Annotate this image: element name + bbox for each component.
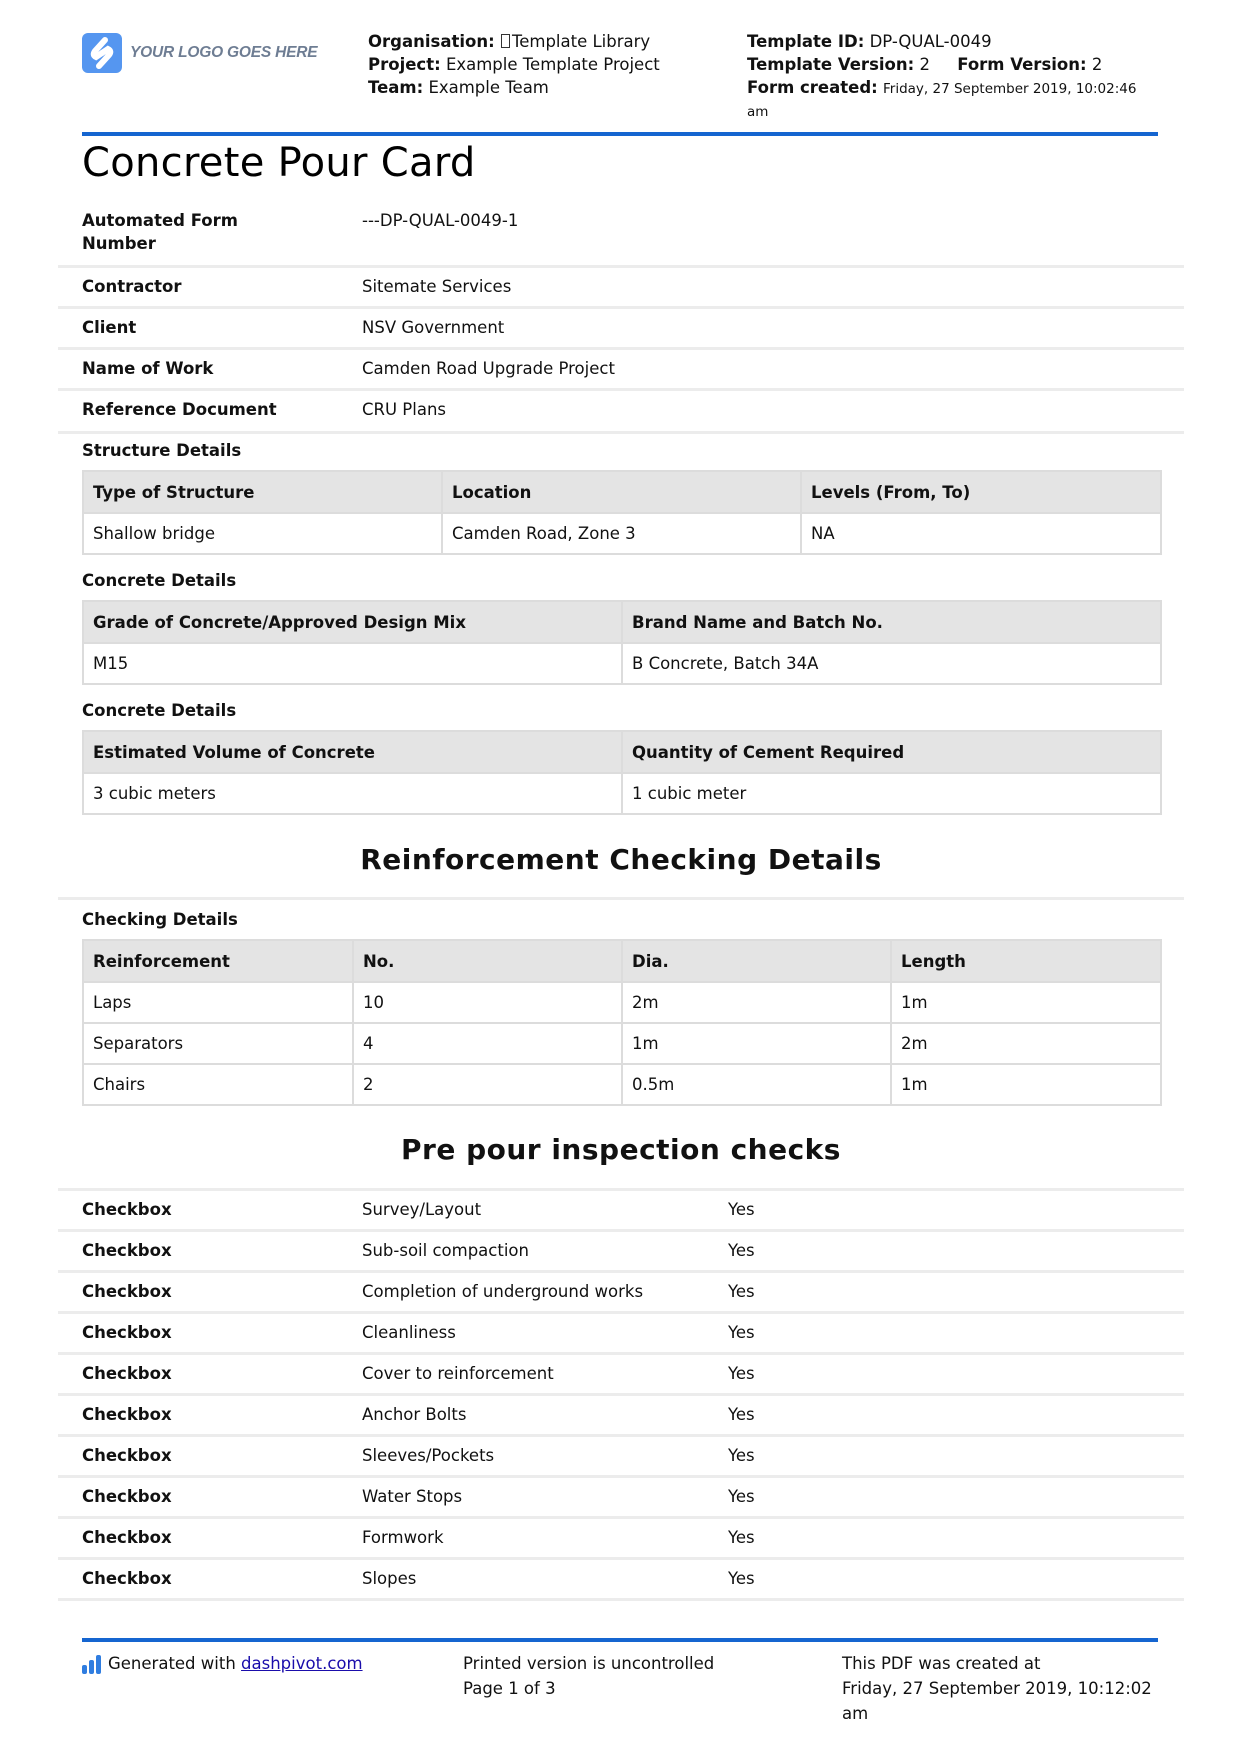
table-cell: M15 (83, 643, 622, 684)
table-row (83, 1023, 1161, 1064)
table-cell: 1m (622, 1023, 891, 1064)
table-cell: Chairs (83, 1064, 353, 1105)
generated-with-text: Generated with (108, 1654, 236, 1673)
column-header: Reinforcement (83, 940, 353, 982)
footer-generated (82, 1651, 363, 1676)
concrete-details-table-1 (82, 600, 1162, 685)
checklist-item: Slopes (362, 1569, 417, 1588)
project-label: Project: (368, 55, 441, 74)
column-header: No. (353, 940, 622, 982)
table-row (83, 773, 1161, 814)
table-cell: 3 cubic meters (83, 773, 622, 814)
team-line (368, 76, 660, 99)
field-value: ---DP-QUAL-0049-1 (362, 211, 519, 230)
checklist-row (58, 1478, 1184, 1519)
checklist-type: Checkbox (82, 1487, 172, 1506)
checklist-value: Yes (728, 1323, 755, 1342)
checklist-value: Yes (728, 1200, 755, 1219)
field-label: Automated Form Number (82, 211, 238, 253)
checklist-item: Cover to reinforcement (362, 1364, 554, 1383)
field-row-automated-form-number (58, 205, 1184, 268)
checklist-row (58, 1437, 1184, 1478)
table-cell: Camden Road, Zone 3 (442, 513, 801, 554)
section-heading-reinforcement: Reinforcement Checking Details (360, 843, 882, 876)
checklist-item: Sleeves/Pockets (362, 1446, 495, 1465)
table-cell: Shallow bridge (83, 513, 442, 554)
checklist-value: Yes (728, 1364, 755, 1383)
form-created-line (747, 76, 1160, 101)
form-version-label: Form Version: (957, 55, 1087, 74)
checklist-value: Yes (728, 1405, 755, 1424)
table-row (83, 982, 1161, 1023)
organisation-value: Template Library (511, 32, 651, 51)
checklist-item: Completion of underground works (362, 1282, 644, 1301)
table-row (83, 513, 1161, 554)
form-created-value: Friday, 27 September 2019, 10:02:46 (883, 81, 1137, 97)
logo-icon (82, 33, 122, 73)
field-value: NSV Government (362, 318, 505, 337)
footer-center (463, 1651, 714, 1701)
table-cell: 1 cubic meter (622, 773, 1161, 814)
checklist-type: Checkbox (82, 1569, 172, 1588)
field-row-name-of-work (58, 350, 1184, 391)
field-value: CRU Plans (362, 400, 447, 419)
checklist-value: Yes (728, 1446, 755, 1465)
column-header: Dia. (622, 940, 891, 982)
column-header: Location (442, 471, 801, 513)
table-header-row (83, 601, 1161, 643)
page-title: Concrete Pour Card (82, 140, 476, 186)
team-label: Team: (368, 78, 424, 97)
footer-divider (82, 1638, 1158, 1642)
section-label-structure-details: Structure Details (82, 441, 242, 460)
table-cell: NA (801, 513, 1161, 554)
table-cell: 10 (353, 982, 622, 1023)
dashpivot-bars-icon (82, 1654, 101, 1674)
checklist-type: Checkbox (82, 1241, 172, 1260)
checklist-type: Checkbox (82, 1364, 172, 1383)
checklist-row (58, 1314, 1184, 1355)
checklist-item: Cleanliness (362, 1323, 456, 1342)
footer-created (842, 1651, 1162, 1726)
header-meta-template (747, 30, 1160, 124)
checklist-value: Yes (728, 1241, 755, 1260)
column-header: Quantity of Cement Required (622, 731, 1161, 773)
checklist-type: Checkbox (82, 1282, 172, 1301)
form-created-label: Form created: (747, 78, 878, 97)
checklist-value: Yes (728, 1569, 755, 1588)
header-meta-org (368, 30, 660, 99)
reinforcement-table (82, 939, 1162, 1106)
checklist-row (58, 1560, 1184, 1601)
table-cell: Separators (83, 1023, 353, 1064)
checklist-type: Checkbox (82, 1446, 172, 1465)
field-label: Reference Document (82, 400, 277, 419)
logo-text: YOUR LOGO GOES HERE (130, 44, 318, 61)
table-cell: 1m (891, 1064, 1161, 1105)
concrete-details-table-2 (82, 730, 1162, 815)
table-header-row (83, 940, 1161, 982)
checklist-row (58, 1355, 1184, 1396)
team-value: Example Team (428, 78, 549, 97)
checklist-row (58, 1191, 1184, 1232)
version-line (747, 53, 1160, 76)
uncontrolled-notice: Printed version is uncontrolled (463, 1654, 715, 1673)
checklist-value: Yes (728, 1282, 755, 1301)
section-label-checking-details: Checking Details (82, 910, 238, 929)
table-cell: 1m (891, 982, 1161, 1023)
checklist-row (58, 1519, 1184, 1560)
dashpivot-link[interactable]: dashpivot.com (241, 1654, 363, 1673)
checklist-item: Anchor Bolts (362, 1405, 467, 1424)
field-label: Name of Work (82, 359, 214, 378)
field-row-client (58, 309, 1184, 350)
column-header: Grade of Concrete/Approved Design Mix (83, 601, 622, 643)
table-cell: 4 (353, 1023, 622, 1064)
template-id-value: DP-QUAL-0049 (869, 32, 992, 51)
table-cell: 2m (891, 1023, 1161, 1064)
section-label-concrete-details-2: Concrete Details (82, 701, 237, 720)
project-value: Example Template Project (445, 55, 660, 74)
column-header: Levels (From, To) (801, 471, 1161, 513)
checklist-row (58, 1232, 1184, 1273)
header-divider (82, 132, 1158, 136)
table-cell: B Concrete, Batch 34A (622, 643, 1161, 684)
template-version-label: Template Version: (747, 55, 915, 74)
missing-glyph-icon (501, 34, 510, 48)
checklist-row (58, 1273, 1184, 1314)
table-cell: 2 (353, 1064, 622, 1105)
checklist-type: Checkbox (82, 1323, 172, 1342)
page-number: Page 1 of 3 (463, 1679, 556, 1698)
pdf-created-date: Friday, 27 September 2019, 10:12:02 (842, 1679, 1152, 1698)
template-id-line (747, 30, 1160, 53)
pdf-created-label: This PDF was created at (842, 1654, 1041, 1673)
column-header: Estimated Volume of Concrete (83, 731, 622, 773)
organisation-line (368, 30, 660, 53)
section-divider (58, 897, 1184, 900)
table-cell: Laps (83, 982, 353, 1023)
organisation-label: Organisation: (368, 32, 495, 51)
form-created-value-cont: am (747, 104, 769, 120)
table-row (83, 1064, 1161, 1105)
table-row (83, 643, 1161, 684)
checklist-value: Yes (728, 1528, 755, 1547)
table-cell: 0.5m (622, 1064, 891, 1105)
field-value: Camden Road Upgrade Project (362, 359, 615, 378)
checklist-row (58, 1396, 1184, 1437)
section-label-concrete-details: Concrete Details (82, 571, 237, 590)
checklist-type: Checkbox (82, 1528, 172, 1547)
structure-details-table (82, 470, 1162, 555)
checklist-type: Checkbox (82, 1200, 172, 1219)
field-label: Contractor (82, 277, 182, 296)
template-version-value: 2 (919, 55, 930, 74)
template-id-label: Template ID: (747, 32, 865, 51)
column-header: Length (891, 940, 1161, 982)
field-row-reference-document (58, 391, 1184, 434)
logo (82, 33, 317, 73)
table-header-row (83, 731, 1161, 773)
checklist-item: Water Stops (362, 1487, 463, 1506)
project-line (368, 53, 660, 76)
field-row-contractor (58, 268, 1184, 309)
checklist-item: Formwork (362, 1528, 444, 1547)
checklist-item: Sub-soil compaction (362, 1241, 529, 1260)
document-header (82, 30, 1160, 130)
column-header: Brand Name and Batch No. (622, 601, 1161, 643)
field-label: Client (82, 318, 137, 337)
pdf-created-date-cont: am (842, 1704, 869, 1723)
column-header: Type of Structure (83, 471, 442, 513)
form-version-value: 2 (1091, 55, 1103, 74)
checklist-item: Survey/Layout (362, 1200, 482, 1219)
table-cell: 2m (622, 982, 891, 1023)
checklist-value: Yes (728, 1487, 755, 1506)
checklist-type: Checkbox (82, 1405, 172, 1424)
field-value: Sitemate Services (362, 277, 512, 296)
table-header-row (83, 471, 1161, 513)
section-heading-pre-pour: Pre pour inspection checks (401, 1133, 841, 1166)
